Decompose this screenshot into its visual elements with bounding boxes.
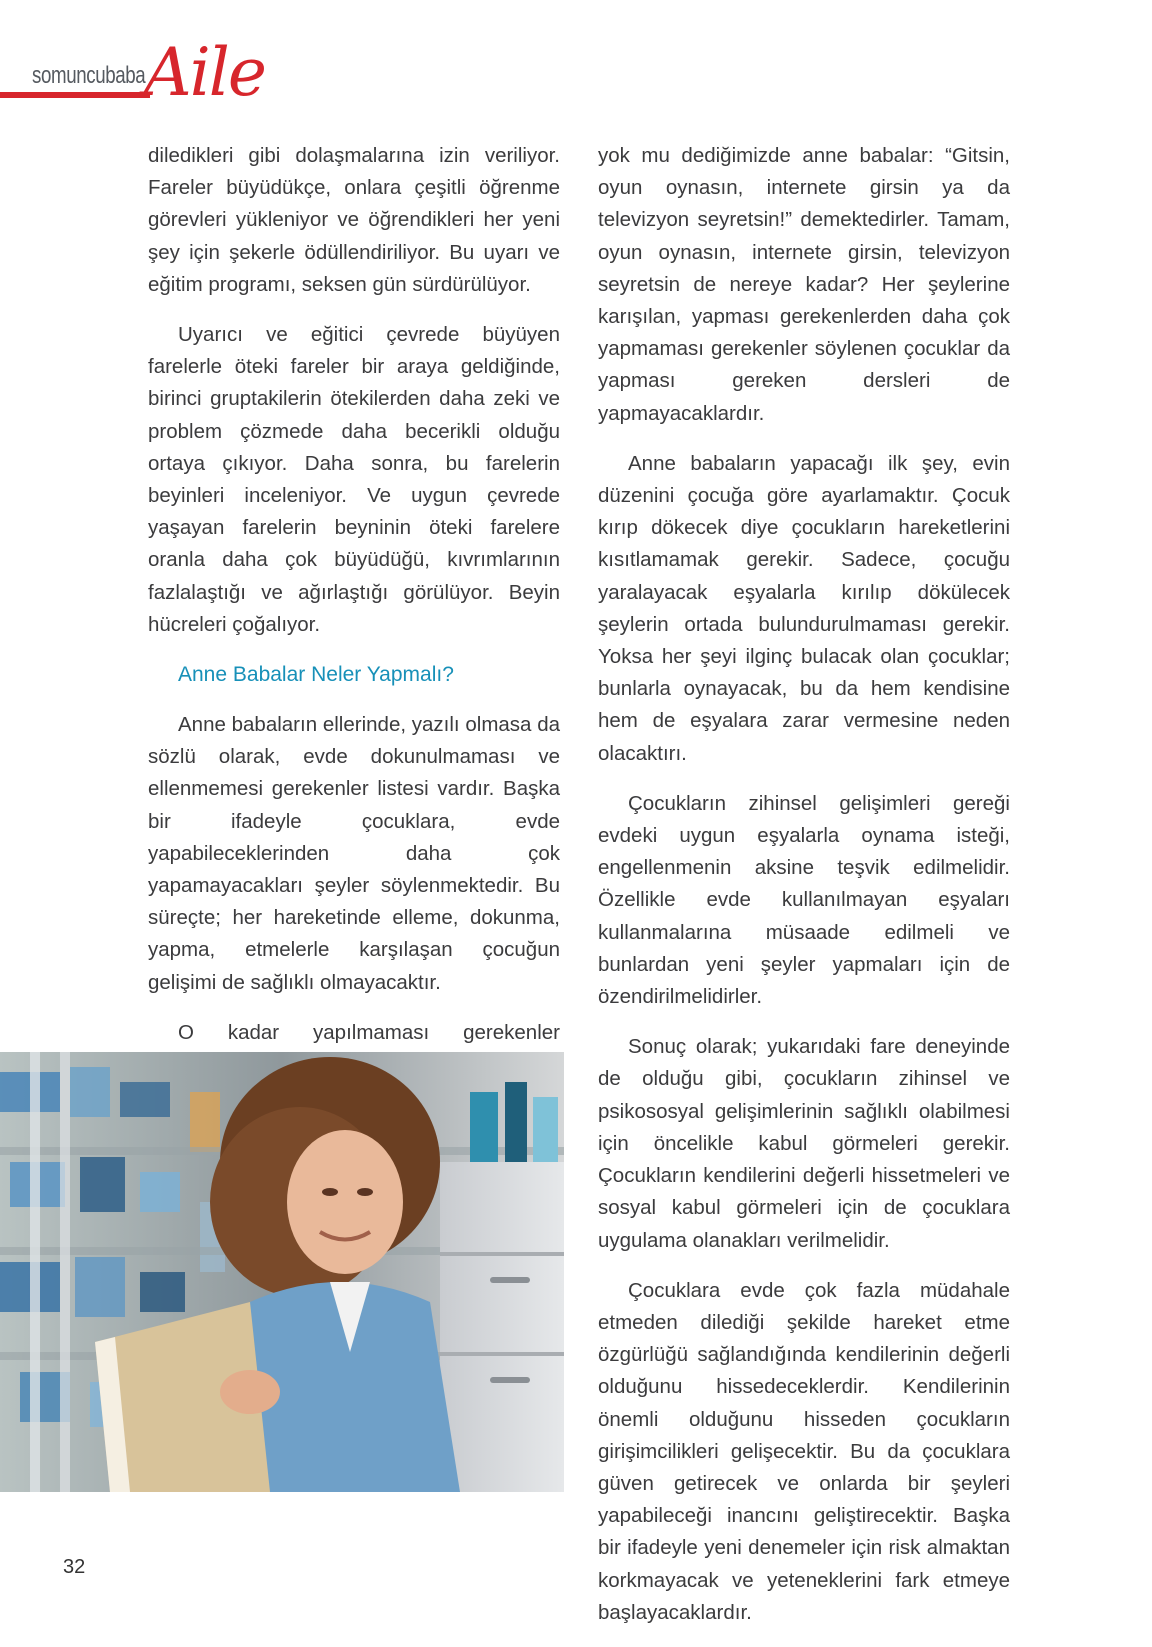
- right-paragraph-2: Anne babaların yapacağı ilk şey, evin düzenini çocuğa göre ayarlamaktır. Çocuk kırıp dökecek diye çocukların hareketlerini kısıtlamamak gerekir. Sadece, çocuğu yaralayacak eşyalarla kırılıp dökülecek şeylerin ortada bulundurulmaması gerekir. Yoksa her şeyi ilginç bulacak olan çocuklar; bunlarla oynayacak, bu da hem kendisine hem de eşyalara zarar vermesine neden olacaktırı.: [598, 451, 1010, 765]
- header-red-line: [0, 92, 150, 98]
- right-paragraph-4: Sonuç olarak; yukarıdaki fare deneyinde de olduğu gibi, çocukların zihinsel ve psikososyal gelişimlerinin sağlıklı olabilmesi için öncelikle kabul görmeleri gerekir. Çocukların kendilerini değerli hissetmeleri ve sosyal kabul görmeleri için de çocuklara uygulama olanakları verilmelidir.: [598, 1035, 1010, 1252]
- page-number: 32: [63, 1556, 86, 1578]
- left-paragraph-4: O kadar yapılmaması gerekenler: [178, 1020, 560, 1044]
- right-column: [598, 140, 1010, 1647]
- photo-child-reading-book: [0, 1052, 564, 1492]
- left-paragraph-3: Anne babaların ellerinde, yazılı olmasa da sözlü olarak, evde dokunulmaması ve ellenmemesi gerekenler listesi vardır. Başka bir ifadeyle çocuklara, evde yapabileceklerinden daha çok yapamayacakları şeyler söylenmektedir. Bu süreçte; her hareketinde elleme, dokunma, yapma, etmelerle karşılaşan çocuğun gelişimi de sağlıklı olmayacaktır.: [148, 713, 560, 994]
- brand-name: somuncubaba: [32, 62, 146, 89]
- left-paragraph-2: Uyarıcı ve eğitici çevrede büyüyen farelerle öteki fareler bir araya geldiğinde, birinci gruptakilerin ötekilerden daha zeki ve problem çözmede daha becerikli olduğu ortaya çıkıyor. Daha sonra, bu farelerin beyinleri inceleniyor. Ve uygun çevrede yaşayan farelerin beyninin öteki farelere oranla daha çok büyüdüğü, kıvrımlarının fazlalaştığı ve ağırlaştığı görülüyor. Beyin hücreleri çoğalıyor.: [148, 323, 560, 636]
- magazine-header: [0, 34, 265, 111]
- section-title: Aile: [144, 34, 265, 111]
- right-paragraph-3: Çocukların zihinsel gelişimleri gereği evdeki uygun eşyalarla oynama isteği, engellenmenin aksine teşvik edilmelidir. Özellikle evde kullanılmayan eşyaları kullanmalarına müsaade edilmeli ve bunlardan yeni şeyler yapmaları için de özendirilmelidirler.: [598, 791, 1010, 1009]
- left-paragraph-1: diledikleri gibi dolaşmalarına izin veriliyor. Fareler büyüdükçe, onlara çeşitli öğrenme görevleri yükleniyor ve öğrendikleri her yeni şey için şekerle ödüllendiriliyor. Bu uyarı ve eğitim programı, seksen gün sürdürülüyor.: [148, 144, 560, 296]
- right-paragraph-5: Çocuklara evde çok fazla müdahale etmeden dilediği şekilde hareket etme özgürlüğü sağlandığında kendilerinin değerli olduğunu hissedeceklerdir. Kendilerinin önemli olduğunu hisseden çocukların girişimcilikleri gelişecektir. Bu da çocuklara güven getirecek ve onlarda bir şeyleri yapabileceği inancını geliştirecektir. Başka bir ifadeyle yeni denemeler için risk almaktan korkmayacak ve yeteneklerini fark etmeye başlayacaklardır.: [598, 1278, 1010, 1624]
- section-heading: Anne Babalar Neler Yapmalı?: [178, 663, 454, 687]
- right-paragraph-1: yok mu dediğimizde anne babalar: “Gitsin, oyun oynasın, internete girsin ya da televizyon seyretsin!” demektedirler. Tamam, oyun oynasın, internete girsin, televizyon seyretsin de nereye kadar? Her şeylerine karışılan, yapması gerekenlerden daha çok yapmaması gerekenler söylenen çocuklar da yapması gereken dersleri de yapmayacaklardır.: [598, 144, 1010, 425]
- left-column: [148, 140, 560, 1131]
